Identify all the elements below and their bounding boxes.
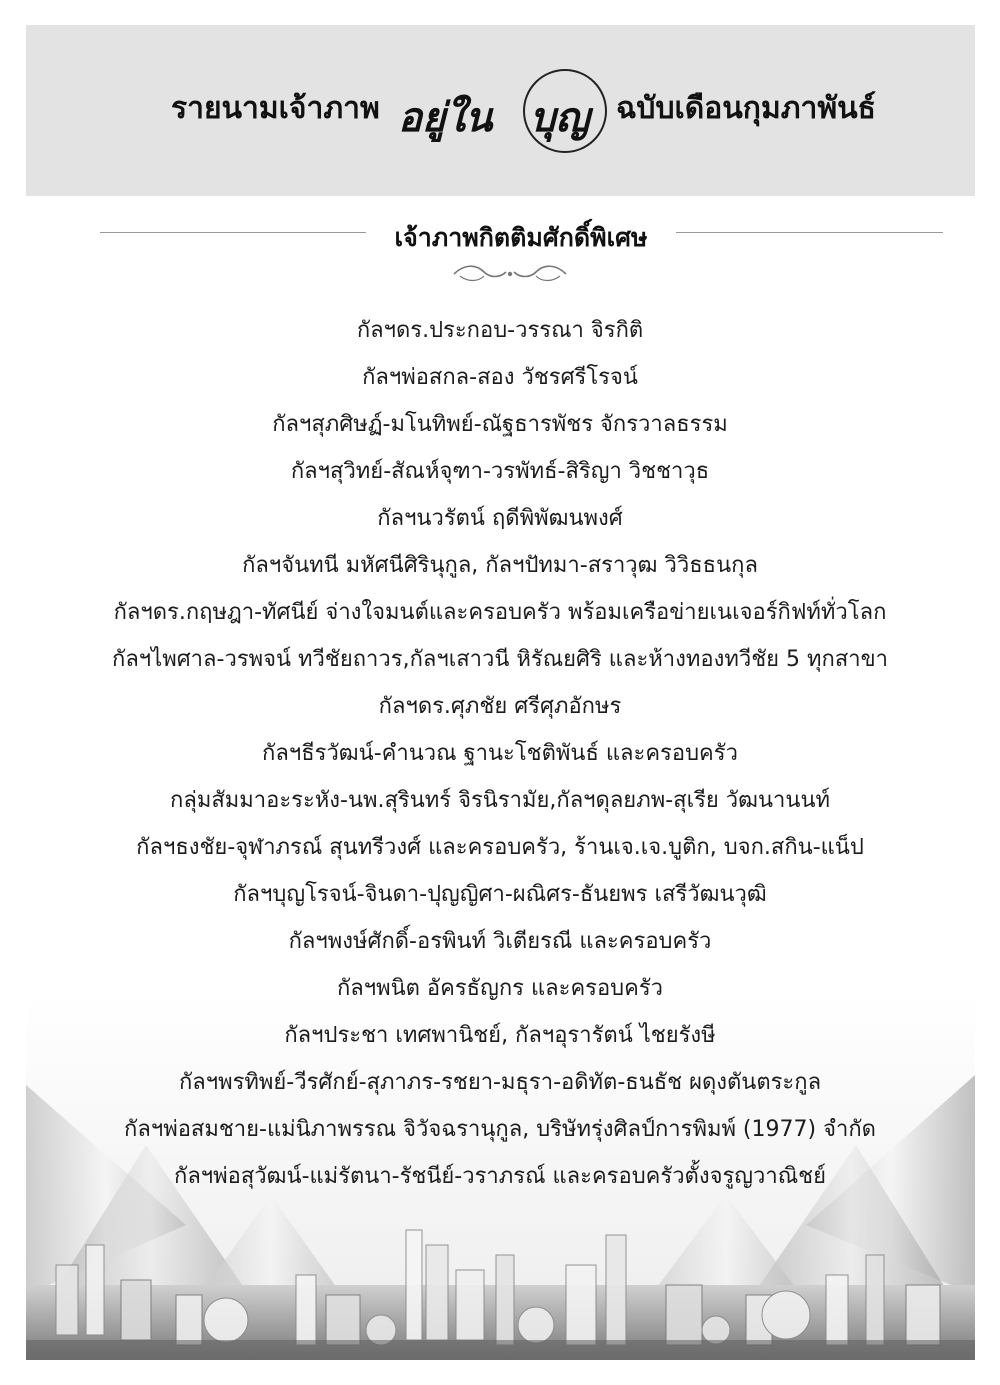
list-item: กัลฯไพศาล-วรพจน์ ทวีชัยถาวร,กัลฯเสาวนี หิรัณยศิริ และห้างทองทวีชัย 5 ทุกสาขา	[112, 647, 888, 672]
logo-text-right: บุญ	[530, 94, 590, 141]
header-title-right: ฉบับเดือนกุมภาพันธ์	[616, 91, 876, 126]
list-item: กัลฯสุภศิษฏ์-มโนทิพย์-ณัฐธารพัชร จักรวาลธรรม	[272, 412, 728, 437]
header-title-left: รายนามเจ้าภาพ	[171, 91, 380, 126]
list-item: กัลฯพ่อสุวัฒน์-แม่รัตนา-รัชนีย์-วราภรณ์ และครอบครัวตั้งจรูญวาณิชย์	[174, 1164, 826, 1189]
flourish-ornament-icon	[450, 262, 570, 286]
list-item: กัลฯจันทนี มหัศนีศิรินุกูล, กัลฯปัทมา-สราวุฒ วิวิธธนกุล	[242, 553, 758, 578]
list-item: กัลฯนวรัตน์ ฤดีพิพัฒนพงศ์	[377, 506, 623, 531]
list-item: กลุ่มสัมมาอะระหัง-นพ.สุรินทร์ จิรนิรามัย,กัลฯดุลยภพ-สุเรีย วัฒนานนท์	[170, 788, 830, 813]
list-item: กัลฯดร.ศุภชัย ศรีศุภอักษร	[378, 694, 622, 719]
header-banner	[26, 25, 975, 196]
list-item: กัลฯประชา เทศพานิชย์, กัลฯอุรารัตน์ ไชยรังษี	[284, 1023, 716, 1048]
divider-right	[676, 232, 943, 233]
list-item: กัลฯดร.กฤษฎา-ทัศนีย์ จ่างใจมนต์และครอบครัว พร้อมเครือข่ายเนเจอร์กิฟท์ทั่วโลก	[113, 600, 887, 625]
list-item: กัลฯพ่อสมชาย-แม่นิภาพรรณ จิวัจฉรานุกูล, บริษัทรุ่งศิลป์การพิมพ์ (1977) จำกัด	[124, 1117, 876, 1142]
divider-left	[100, 232, 366, 233]
list-item: กัลฯพรทิพย์-วีรศักย์-สุภาภร-รชยา-มธุรา-อดิทัต-ธนธัช ผดุงตันตระกูล	[178, 1070, 822, 1095]
list-item: กัลฯธีรวัฒน์-คำนวณ ฐานะโชติพันธ์ และครอบครัว	[262, 741, 738, 766]
list-item: กัลฯพ่อสกล-สอง วัชรศรีโรจน์	[362, 365, 638, 390]
sponsor-name-list	[40, 313, 960, 1206]
section-heading	[100, 210, 943, 256]
list-item: กัลฯพนิต อัครธัญกร และครอบครัว	[336, 976, 664, 1001]
list-item: กัลฯสุวิทย์-สัณห์จุฑา-วรพัทธ์-สิริญา วิชชาวุธ	[290, 459, 710, 484]
list-item: กัลฯบุญโรจน์-จินดา-ปุญญิศา-ผณิศร-ธันยพร เสรีวัฒนวุฒิ	[233, 882, 767, 907]
logo-text-left: อยู่ใน	[398, 94, 493, 141]
section-title: เจ้าภาพกิตติมศักดิ์พิเศษ	[394, 223, 648, 252]
list-item: กัลฯธงชัย-จุฬาภรณ์ สุนทรีวงศ์ และครอบครัว, ร้านเจ.เจ.บูติก, บจก.สกิน-แน็ป	[136, 835, 864, 860]
list-item: กัลฯพงษ์ศักดิ์-อรพินท์ วิเตียรณี และครอบครัว	[288, 929, 712, 954]
magazine-logo	[398, 63, 613, 163]
list-item: กัลฯดร.ประกอบ-วรรณา จิรกิติ	[356, 318, 644, 343]
